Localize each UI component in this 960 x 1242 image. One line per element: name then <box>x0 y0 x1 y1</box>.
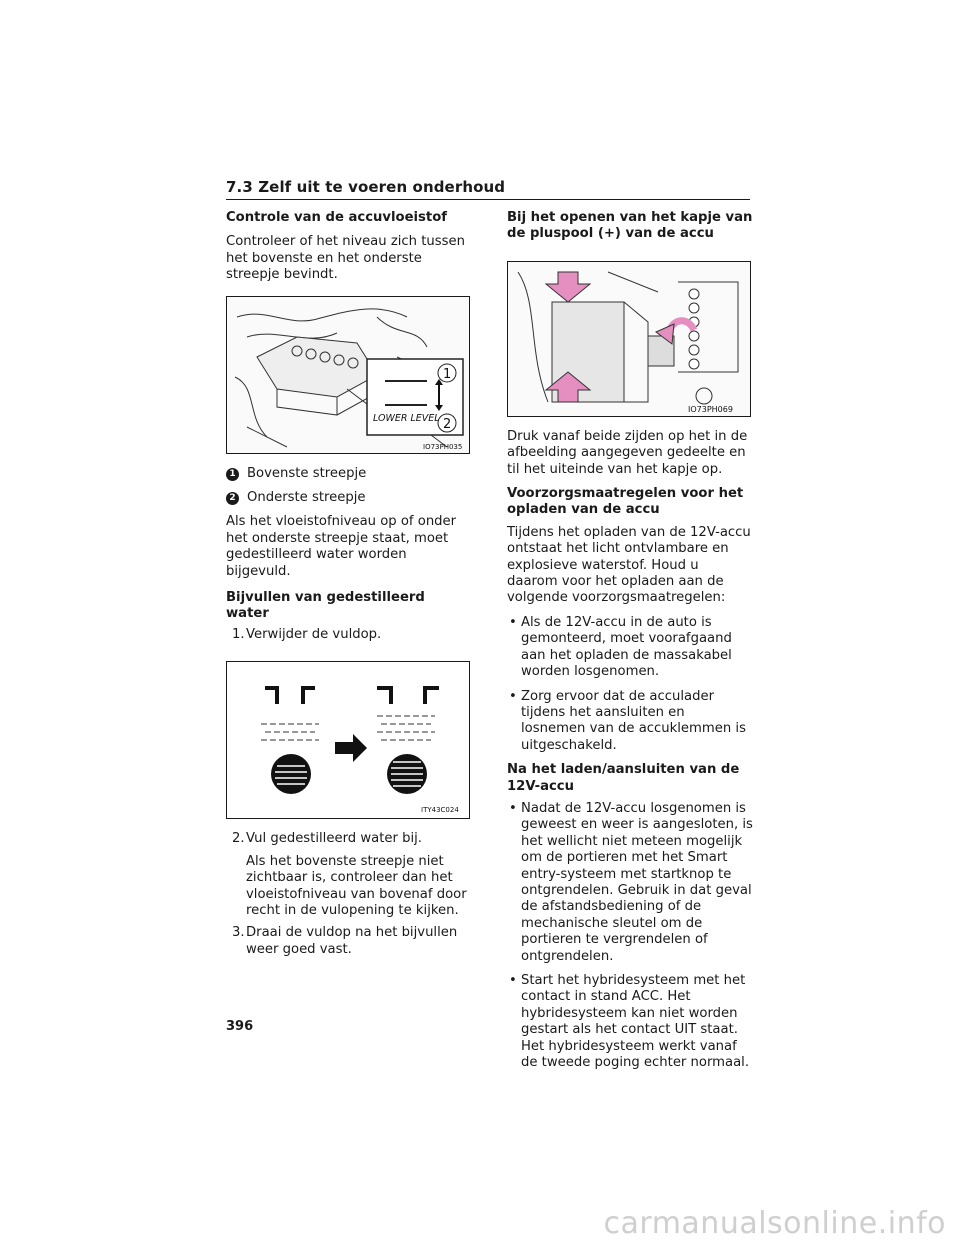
figure-battery-level <box>226 296 470 454</box>
step-1-number: 1. <box>232 626 245 642</box>
terminal-cap-illustration <box>508 262 750 416</box>
bullet-charge-2: • Zorg ervoor dat de acculader tijdens het aansluiten en losnemen van de accuklemmen is uitgeschakeld. <box>507 689 753 755</box>
step-2 <box>226 831 472 919</box>
watermark: carmanualsonline.info <box>603 1206 946 1241</box>
section-header: 7.3 Zelf uit te voeren onderhoud <box>226 178 750 200</box>
step-3-number: 3. <box>232 925 245 941</box>
heading-after-charging: Na het laden/aansluiten van de 12V-accu <box>507 762 740 794</box>
bullet-charge-2-text: Zorg ervoor dat de acculader tijdens het aansluiten en losnemen van de accuklemmen is uitgeschakeld. <box>521 688 746 753</box>
fig1-marker-2: 2 <box>443 416 452 432</box>
paragraph-check-level: Controleer of het niveau zich tussen het bovenste en het onderste streepje bevindt. <box>226 234 465 283</box>
fig1-lower-level-label: LOWER LEVEL <box>373 412 440 424</box>
paragraph-refill: Als het vloeistofniveau op of onder het onderste streepje staat, moet gedestilleerd water worden bijgevuld. <box>226 514 457 579</box>
heading-check-fluid: Controle van de accuvloeistof <box>226 210 448 225</box>
bullet-charge-1-text: Als de 12V-accu in de auto is gemonteerd, moet voorafgaand aan het opladen de massakabel worden losgenomen. <box>521 614 732 680</box>
paragraph-press-sides: Druk vanaf beide zijden op het in de afbeelding aangegeven gedeelte en til het uiteinde van het kapje op. <box>507 428 748 477</box>
callout-number-2: 2 <box>226 492 239 505</box>
bullet-charge-1: • Als de 12V-accu in de auto is gemonteerd, moet voorafgaand aan het opladen de massakabel worden losgenomen. <box>507 615 753 681</box>
step-3 <box>226 925 472 958</box>
fig2-code: ITY43C024 <box>421 806 459 815</box>
callout-text-1: Bovenste streepje <box>247 465 367 481</box>
bullet-after-1-text: Nadat de 12V-accu losgenomen is geweest en weer is aangesloten, is het wellicht niet meteen mogelijk om de portieren met het Smart entry-systeem met startknop te ontgrendelen. Gebruik in dat geval de afstandsbediening of de mechanische sleutel om de portieren te vergrendelen of ontgrendelen. <box>521 800 753 964</box>
callout-number-1: 1 <box>226 468 239 481</box>
step-2-number: 2. <box>232 831 245 847</box>
right-column <box>507 206 753 1079</box>
bullet-after-1: • Nadat de 12V-accu losgenomen is geweest en weer is aangesloten, is het wellicht niet meteen mogelijk om de portieren met het Smart entry-systeem met startknop te ontgrendelen. Gebruik in dat geval de afstandsbediening of de mechanische sleutel om de portieren te vergrendelen of ontgrendelen. <box>509 800 753 964</box>
step-1-text: Verwijder de vuldop. <box>246 626 382 642</box>
heading-charging-precautions: Voorzorgsmaatregelen voor het opladen van de accu <box>507 486 744 518</box>
bullet-after-2-text: Start het hybridesysteem met het contact in stand ACC. Het hybridesysteem kan niet worden gestart als het contact UIT staat. Het hybridesysteem werkt vanaf de tweede poging echter normaal. <box>521 973 750 1071</box>
step-3-text: Draai de vuldop na het bijvullen weer goed vast. <box>246 925 458 957</box>
step-1 <box>226 627 472 643</box>
fig3-code: IO73PH069 <box>688 404 733 414</box>
step-2-subtext: Als het bovenste streepje niet zichtbaar is, controleer dan het vloeistofniveau van bovenaf door recht in de vulopening te kijken. <box>246 853 467 918</box>
fig1-code: IO73PH035 <box>423 442 463 451</box>
callout-2 <box>226 490 472 506</box>
step-2-text: Vul gedestilleerd water bij. <box>246 831 422 847</box>
heading-refill-water: Bijvullen van gedestilleerd water <box>226 590 425 622</box>
page-number: 396 <box>226 1019 254 1034</box>
left-column <box>226 206 472 964</box>
callout-1 <box>226 466 472 482</box>
battery-level-illustration <box>227 297 469 453</box>
figure-fill-water <box>226 661 470 819</box>
bullet-after-2: • Start het hybridesysteem met het contact in stand ACC. Het hybridesysteem kan niet worden gestart als het contact UIT staat. Het hybridesysteem werkt vanaf de tweede poging echter normaal. <box>507 973 753 1071</box>
fill-water-illustration <box>227 662 469 818</box>
paragraph-hydrogen: Tijdens het opladen van de 12V-accu ontstaat het licht ontvlambare en explosieve waterstof. Houd u daarom voor het opladen aan de volgende voorzorgsmaatregelen: <box>507 524 751 606</box>
callout-text-2: Onderste streepje <box>247 490 366 506</box>
heading-open-cap: Bij het openen van het kapje van de pluspool (+) van de accu <box>507 210 753 242</box>
figure-terminal-cap <box>507 261 751 417</box>
fig1-marker-1: 1 <box>443 366 452 382</box>
